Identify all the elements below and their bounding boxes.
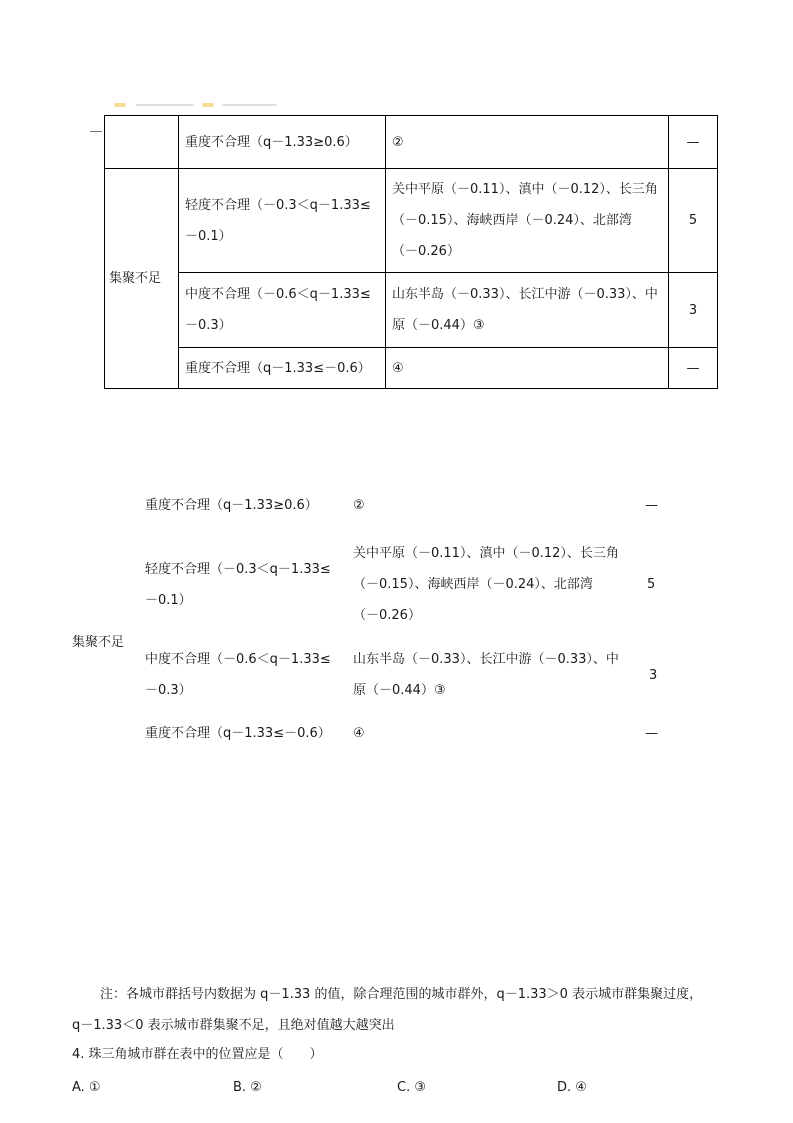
cities-text: 原（－0.44）③ (353, 683, 446, 698)
cities-text: （－0.15）、海峡西岸（－0.24）、北部湾 (353, 577, 593, 592)
note-line: q－1.33＜0 表示城市群集聚不足，且绝对值越大越突出 (72, 1018, 395, 1033)
table-row (105, 169, 718, 273)
level-text: 重度不合理（q－1.33≤－0.6） (145, 726, 331, 741)
level-line: －0.3） (185, 318, 232, 333)
cities-line: （－0.26） (392, 244, 460, 259)
table-row (105, 116, 718, 169)
option-d[interactable]: D. ④ (557, 1080, 587, 1095)
level-text: 中度不合理（－0.6＜q－1.33≤ (145, 652, 331, 667)
level-text: 重度不合理（q－1.33≥0.6） (145, 498, 318, 513)
cities-line: 山东半岛（－0.33）、长江中游（－0.33）、中 (392, 287, 658, 302)
count-text: 3 (649, 668, 658, 683)
option-b[interactable]: B. ② (233, 1080, 262, 1095)
cities-text: ④ (353, 726, 365, 741)
classification-table (104, 115, 718, 389)
level-line: 中度不合理（－0.6＜q－1.33≤ (185, 287, 371, 302)
level-text: －0.1） (145, 593, 192, 608)
header-mark (114, 103, 126, 107)
level-cell (179, 169, 386, 273)
option-c[interactable]: C. ③ (397, 1080, 426, 1095)
table-row (105, 348, 718, 389)
category-cell: 集聚不足 (105, 169, 179, 389)
level-text: －0.3） (145, 683, 192, 698)
cities-line: 关中平原（－0.11）、滇中（－0.12）、长三角 (392, 182, 658, 197)
cities-text: ② (353, 498, 365, 513)
cities-line: （－0.15）、海峡西岸（－0.24）、北部湾 (392, 213, 632, 228)
note-line: 注：各城市群括号内数据为 q－1.33 的值，除合理范围的城市群外，q－1.33＞0 表示城市群集聚过度， (100, 987, 703, 1002)
cities-text: 山东半岛（－0.33）、长江中游（－0.33）、中 (353, 652, 619, 667)
level-cell (179, 273, 386, 348)
cities-cell (386, 273, 669, 348)
level-cell: 重度不合理（q－1.33≥0.6） (179, 116, 386, 169)
empty-cell (105, 116, 179, 169)
level-cell: 重度不合理（q－1.33≤－0.6） (179, 348, 386, 389)
level-text: 轻度不合理（－0.3＜q－1.33≤ (145, 562, 331, 577)
level-line: －0.1） (185, 228, 232, 244)
count-text: 5 (647, 577, 656, 592)
header-mark (202, 103, 214, 107)
cities-cell (386, 169, 669, 273)
header-mark (222, 104, 277, 106)
cities-line: 原（－0.44）③ (392, 318, 485, 333)
side-mark (90, 131, 102, 132)
level-line: 轻度不合理（－0.3＜q－1.33≤ (185, 197, 371, 213)
cities-cell: ④ (386, 348, 669, 389)
option-a[interactable]: A. ① (72, 1080, 101, 1095)
category-text: 集聚不足 (72, 635, 125, 650)
count-cell: — (669, 116, 718, 169)
question-stem: 4. 珠三角城市群在表中的位置应是（ ） (72, 1047, 323, 1062)
cities-cell: ② (386, 116, 669, 169)
cities-text: 关中平原（－0.11）、滇中（－0.12）、长三角 (353, 546, 619, 561)
count-cell: — (669, 348, 718, 389)
header-mark (136, 104, 194, 106)
table-row (105, 273, 718, 348)
count-text: — (645, 726, 658, 741)
count-cell: 3 (669, 273, 718, 348)
count-cell: 5 (669, 169, 718, 273)
cities-text: （－0.26） (353, 608, 421, 623)
count-text: — (645, 498, 658, 513)
